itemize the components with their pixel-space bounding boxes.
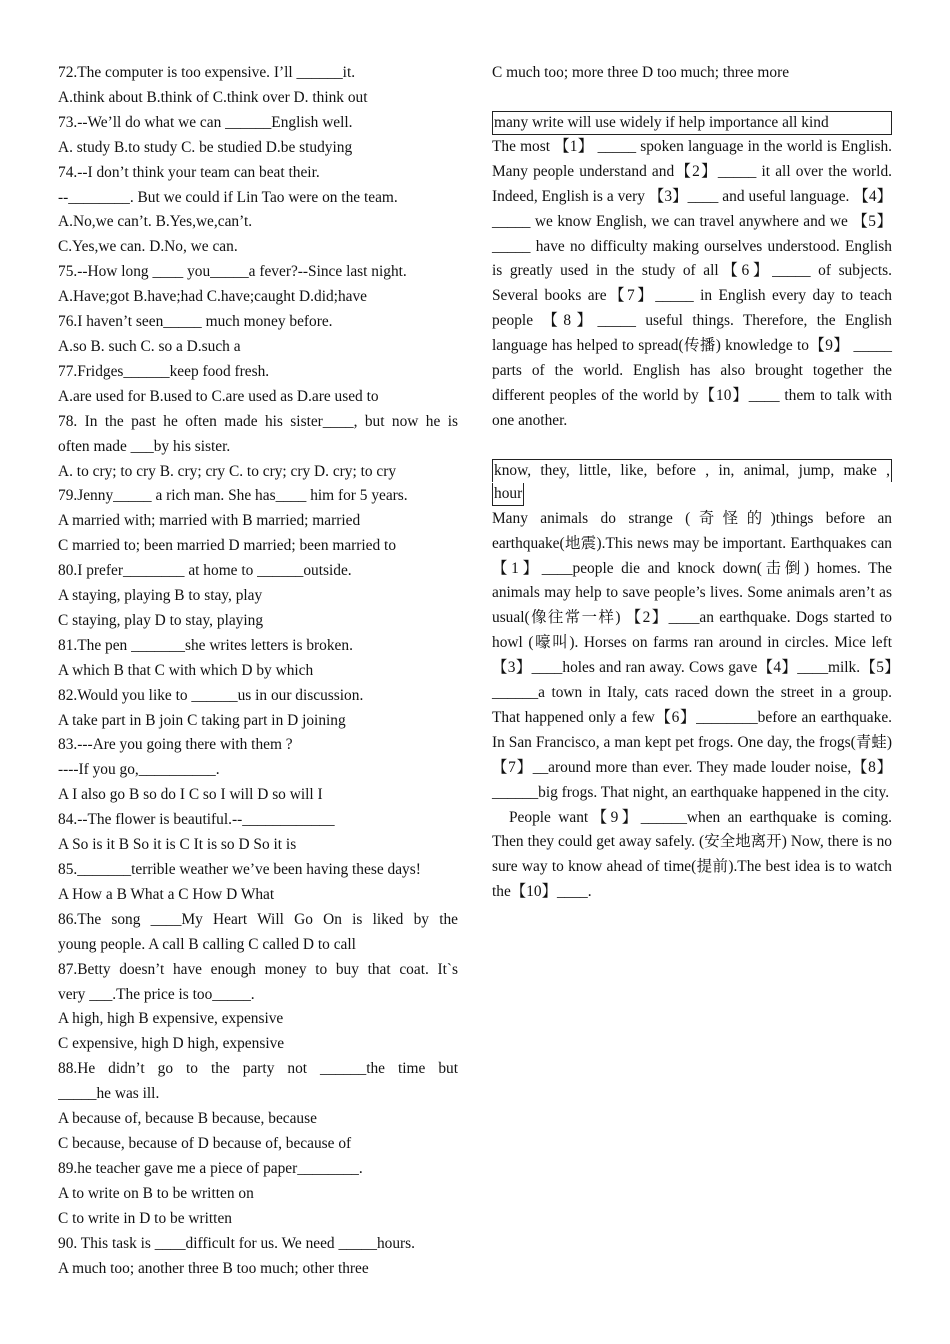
question-line: A I also go B so do I C so I will D so will I [58, 786, 323, 804]
question-line: A.Have;got B.have;had C.have;caught D.did;have [58, 288, 368, 306]
left-column [58, 61, 458, 1281]
question-line: 83.---Are you going there with them ? [58, 736, 293, 754]
question-line: 86.The song ____My Heart Will Go On is liked by the [58, 910, 458, 928]
question-line: 90. This task is ____difficult for us. We need _____hours. [58, 1234, 415, 1252]
question-line: often made ___by his sister. [58, 437, 231, 455]
question-line: 87.Betty doesn’t have enough money to buy that coat. It`s [58, 960, 458, 978]
question-line: 88.He didn’t go to the party not ______the time but [58, 1060, 458, 1078]
passage2-paragraph1: Many animals do strange (奇怪的)things before an earthquake(地震).This news may be important. Earthquakes can【1】____people die and knock down(击倒) homes. The animals may help to save people’s lives. Some animals aren’t as usual(像往常一样) 【2】____an earthquake. Dogs started to howl (嚎叫). Horses on farms ran around in circles. Mice left 【3】____holes and ran away. Cows gave【4】____milk.【5】______a town in Italy, cats raced down the street in a group. That happened only a few【6】________before an earthquake. In San Francisco, a man kept pet frogs. One day, the frogs(青蛙)【7】__around more than ever. They made louder noise,【8】______big frogs. That night, an earthquake happened in the city. [492, 509, 892, 801]
question-line: A.think about B.think of C.think over D. think out [58, 88, 368, 106]
passage2-word-box-line1: know, they, little, like, before , in, animal, jump, make , [492, 459, 892, 482]
right-column [492, 61, 892, 905]
question-line: A.are used for B.used to C.are used as D.are used to [58, 387, 379, 405]
passage1-text: The most 【1】 _____ spoken language in the world is English. Many people understand and【2】_____ it all over the world. Indeed, English is a very 【3】____ and useful language. 【4】_____ we know English, we can travel anywhere and we 【5】 _____ have no difficulty making ourselves understood. English is greatly used in the study of all【6】_____ of subjects. Several books are【7】_____ in English every day to teach people 【8】_____ useful things. Therefore, the English language has helped to spread(传播) knowledge to【9】 _____ parts of the world. English has also brought together the different peoples of the world by【10】____ them to talk with one another. [492, 137, 892, 429]
question-line: 78. In the past he often made his sister____, but now he is [58, 412, 458, 430]
passage2-paragraph2: People want【9】______when an earthquake is coming. Then they could get away safely. (安全地离开) Now, there is no sure way to know ahead of time(提前).The best idea is to watch the【10】____. [492, 808, 892, 901]
question-line: 80.I prefer________ at home to ______outside. [58, 562, 352, 580]
question-line: young people. A call B calling C called D to call [58, 935, 356, 953]
question-line: 84.--The flower is beautiful.--____________ [58, 811, 335, 829]
question-line: C staying, play D to stay, playing [58, 611, 264, 629]
question-line: C expensive, high D high, expensive [58, 1035, 285, 1053]
question-line: A. to cry; to cry B. cry; cry C. to cry; cry D. cry; to cry [58, 462, 397, 480]
question-line: 79.Jenny_____ a rich man. She has____ him for 5 years. [58, 487, 408, 505]
question-line: 77.Fridges______keep food fresh. [58, 362, 270, 380]
passage2-word-box-line2-row [492, 482, 892, 507]
spacer [492, 86, 892, 111]
question-line: A staying, playing B to stay, play [58, 587, 263, 605]
question-line: 72.The computer is too expensive. I’ll ______it. [58, 64, 356, 81]
question-line: A which B that C with which D by which [58, 661, 314, 679]
question-line: 89.he teacher gave me a piece of paper________. [58, 1159, 363, 1177]
question-line: A married with; married with B married; married [58, 512, 361, 530]
question-line: A take part in B join C taking part in D joining [58, 711, 346, 729]
question-line: A high, high B expensive, expensive [58, 1010, 284, 1028]
question-line: 74.--I don’t think your team can beat their. [58, 163, 320, 181]
question-line: A to write on B to be written on [58, 1184, 254, 1202]
question-line: ----If you go,__________. [58, 761, 220, 779]
question-line: 75.--How long ____ you_____a fever?--Since last night. [58, 263, 407, 281]
question-line: A How a B What a C How D What [58, 885, 275, 903]
question-line: A. study B.to study C. be studied D.be studying [58, 138, 353, 156]
spacer [492, 434, 892, 459]
question-line: A because of, because B because, because [58, 1110, 317, 1128]
question-line: C to write in D to be written [58, 1209, 232, 1227]
question-line: 73.--We’ll do what we can ______English well. [58, 113, 353, 131]
question-line: A much too; another three B too much; other three [58, 1259, 369, 1277]
question-90-options-continued: C much too; more three D too much; three more [492, 64, 790, 81]
question-line: C married to; been married D married; been married to [58, 537, 397, 555]
question-line: very ___.The price is too_____. [58, 985, 255, 1003]
question-line: C.Yes,we can. D.No, we can. [58, 238, 238, 256]
passage1-word-box: many write will use widely if help importance all kind [492, 111, 892, 135]
question-line: A.No,we can’t. B.Yes,we,can’t. [58, 213, 253, 231]
question-line: C because, because of D because of, because of [58, 1134, 352, 1152]
question-line: --________. But we could if Lin Tao were on the team. [58, 188, 398, 206]
passage2-word-box-line2: hour [492, 483, 524, 506]
question-line: 76.I haven’t seen_____ much money before. [58, 313, 333, 331]
question-line: A So is it B So it is C It is so D So it is [58, 836, 297, 854]
question-line: 82.Would you like to ______us in our discussion. [58, 686, 364, 704]
question-line: A.so B. such C. so a D.such a [58, 337, 241, 355]
question-line: 85._______terrible weather we’ve been having these days! [58, 861, 421, 878]
question-line: 81.The pen _______she writes letters is broken. [58, 636, 353, 654]
question-line: _____he was ill. [58, 1085, 160, 1103]
